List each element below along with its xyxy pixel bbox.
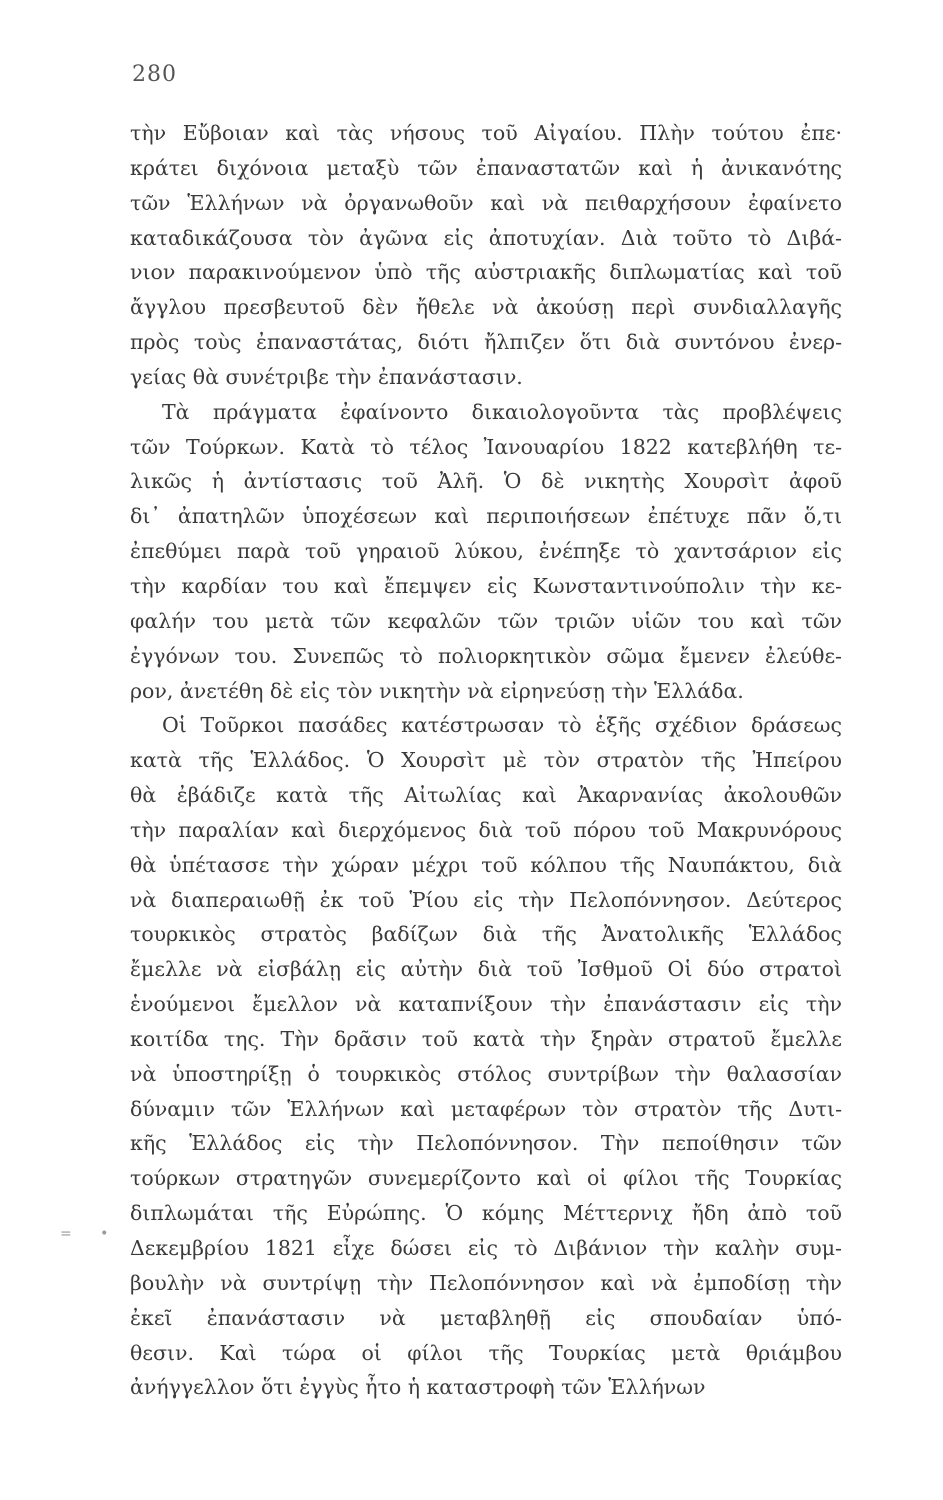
text-line: νιον παρακινούμενον ὑπὸ τῆς αὐστριακῆς διπλωματίας καὶ τοῦ — [130, 260, 842, 285]
text-line: τούρκων στρατηγῶν συνεμερίζοντο καὶ οἱ φίλοι τῆς Τουρκίας — [130, 1166, 842, 1191]
text-line: νὰ ὑποστηρίξῃ ὁ τουρκικὸς στόλος συντρίβων τὴν θαλασσίαν — [130, 1061, 842, 1086]
text-line: ἀνήγγελλον ὅτι ἐγγὺς ἦτο ἡ καταστροφὴ τῶν Ἑλλήνων — [130, 1375, 706, 1400]
text-line: βουλὴν νὰ συντρίψῃ τὴν Πελοπόννησον καὶ νὰ ἐμποδίσῃ τὴν — [130, 1270, 842, 1295]
text-line: ἄγγλου πρεσβευτοῦ δὲν ἤθελε νὰ ἀκούσῃ περὶ συνδιαλλαγῆς — [130, 295, 842, 320]
text-line: φαλήν του μετὰ τῶν κεφαλῶν τῶν τριῶν υἱῶν του καὶ τῶν — [130, 608, 842, 633]
text-line: ρον, ἀνετέθη δὲ εἰς τὸν νικητὴν νὰ εἰρηνεύσῃ τὴν Ἑλλάδα. — [130, 678, 744, 703]
text-line: ἐπεθύμει παρὰ τοῦ γηραιοῦ λύκου, ἐνέπηξε τὸ χαντσάριον εἰς — [130, 539, 842, 564]
text-line: θεσιν. Καὶ τώρα οἱ φίλοι τῆς Τουρκίας μετὰ θριάμβου — [130, 1340, 842, 1365]
text-line: κράτει διχόνοια μεταξὺ τῶν ἐπαναστατῶν καὶ ἡ ἀνικανότης — [130, 155, 842, 180]
margin-mark: = • — [60, 1226, 121, 1242]
text-line: διπλωμάται τῆς Εὐρώπης. Ὁ κόμης Μέττερνιχ ἤδη ἀπὸ τοῦ — [130, 1201, 842, 1226]
text-line: κῆς Ἑλλάδος εἰς τὴν Πελοπόννησον. Τὴν πεποίθησιν τῶν — [130, 1131, 842, 1156]
text-line: δι᾽ ἀπατηλῶν ὑποχέσεων καὶ περιποιήσεων ἐπέτυχε πᾶν ὅ,τι — [130, 504, 842, 529]
text-line: τὴν καρδίαν του καὶ ἔπεμψεν εἰς Κωνσταντινούπολιν τὴν κε- — [130, 573, 842, 598]
text-line: τὴν Εὔβοιαν καὶ τὰς νήσους τοῦ Αἰγαίου. Πλὴν τούτου ἐπε· — [130, 121, 842, 145]
text-line: δύναμιν τῶν Ἑλλήνων καὶ μεταφέρων τὸν στρατὸν τῆς Δυτι- — [130, 1096, 842, 1121]
text-line: λικῶς ἡ ἀντίστασις τοῦ Ἀλῆ. Ὁ δὲ νικητὴς Χουρσὶτ ἀφοῦ — [130, 469, 842, 494]
text-line: κοιτίδα της. Τὴν δρᾶσιν τοῦ κατὰ τὴν ξηρὰν στρατοῦ ἔμελλε — [130, 1026, 842, 1051]
text-line: Τὰ πράγματα ἐφαίνοντο δικαιολογοῦντα τὰς προβλέψεις — [162, 399, 842, 424]
text-line: τουρκικὸς στρατὸς βαδίζων διὰ τῆς Ἀνατολικῆς Ἑλλάδος — [130, 922, 842, 947]
text-line: κατὰ τῆς Ἑλλάδος. Ὁ Χουρσὶτ μὲ τὸν στρατὸν τῆς Ἠπείρου — [130, 748, 842, 773]
text-line: γείας θὰ συνέτριβε τὴν ἐπανάστασιν. — [130, 364, 523, 389]
text-line: ἐκεῖ ἐπανάστασιν νὰ μεταβληθῇ εἰς σπουδαίαν ὑπό- — [130, 1305, 842, 1330]
text-line: τῶν Τούρκων. Κατὰ τὸ τέλος Ἰανουαρίου 1822 κατεβλήθη τε- — [130, 434, 842, 459]
text-line: ἐγγόνων του. Συνεπῶς τὸ πολιορκητικὸν σῶμα ἔμενεν ἐλεύθε- — [130, 643, 842, 668]
page-number: 280 — [132, 62, 177, 87]
text-line: θὰ ἐβάδιζε κατὰ τῆς Αἰτωλίας καὶ Ἀκαρνανίας ἀκολουθῶν — [130, 783, 842, 808]
text-line: ἑνούμενοι ἔμελλον νὰ καταπνίξουν τὴν ἐπανάστασιν εἰς τὴν — [130, 992, 842, 1017]
text-line: Οἱ Τοῦρκοι πασάδες κατέστρωσαν τὸ ἑξῆς σχέδιον δράσεως — [162, 713, 842, 738]
text-line: τὴν παραλίαν καὶ διερχόμενος διὰ τοῦ πόρου τοῦ Μακρυνόρους — [130, 817, 842, 842]
text-line: πρὸς τοὺς ἐπαναστάτας, διότι ἤλπιζεν ὅτι διὰ συντόνου ἐνερ- — [130, 330, 842, 355]
text-line: θὰ ὑπέτασσε τὴν χώραν μέχρι τοῦ κόλπου τῆς Ναυπάκτου, διὰ — [130, 852, 842, 877]
body-text — [130, 116, 842, 1405]
text-line: καταδικάζουσα τὸν ἀγῶνα εἰς ἀποτυχίαν. Διὰ τοῦτο τὸ Διβά- — [130, 225, 842, 250]
text-line: ἔμελλε νὰ εἰσβάλῃ εἰς αὐτὴν διὰ τοῦ Ἰσθμοῦ Οἱ δύο στρατοὶ — [130, 957, 842, 982]
text-line: τῶν Ἑλλήνων νὰ ὀργανωθοῦν καὶ νὰ πειθαρχήσουν ἐφαίνετο — [130, 190, 842, 215]
text-line: νὰ διαπεραιωθῇ ἐκ τοῦ Ῥίου εἰς τὴν Πελοπόννησον. Δεύτερος — [130, 887, 842, 912]
text-line: Δεκεμβρίου 1821 εἶχε δώσει εἰς τὸ Διβάνιον τὴν καλὴν συμ- — [130, 1236, 842, 1260]
